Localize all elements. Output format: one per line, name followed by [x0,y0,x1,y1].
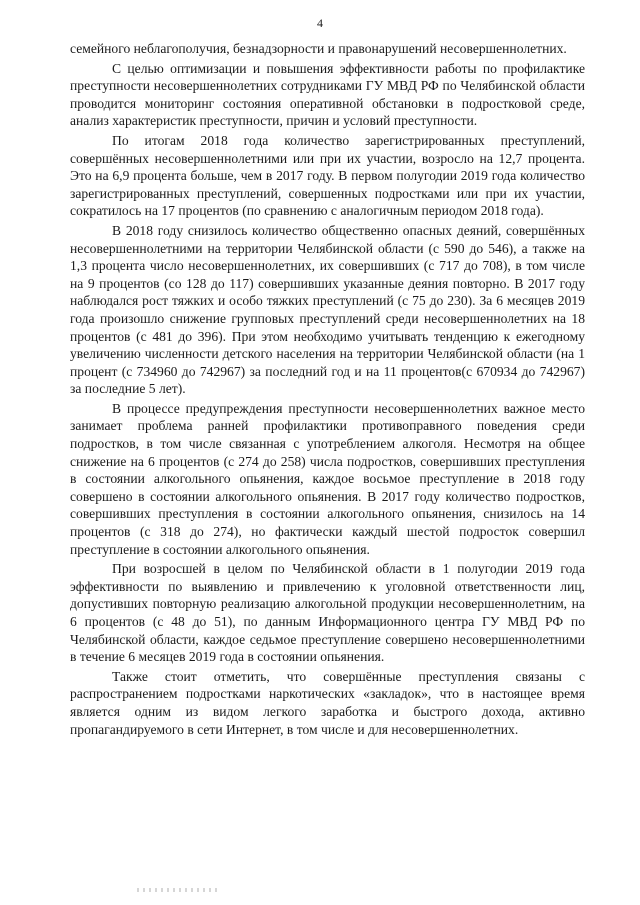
paragraph-drug-stashes: Также стоит отметить, что совершённые преступления связаны с распространением подростками наркотических «закладок», что в настоящее время является одним из видом легкого заработка и быстрого дохода, активно пропагандируемого в сети Интернет, в том числе и для несовершеннолетних. [70,668,585,737]
paragraph-2018-results: По итогам 2018 года количество зарегистрированных преступлений, совершённых несовершеннолетними или при их участии, возросло на 12,7 процента. Это на 6,9 процента больше, чем в 2017 году. В первом полугодии 2019 года количество зарегистрированных преступлений, совершенных подростками или при их участии, сократилось на 17 процентов (по сравнению с аналогичным периодом 2018 года). [70,132,585,219]
paragraph-dangerous-acts: В 2018 году снизилось количество общественно опасных деяний, совершённых несовершеннолетними на территории Челябинской области (с 590 до 546), а также на 1,3 процента число несовершеннолетних, их совершивших (с 717 до 708), в том числе на 9 процентов (со 128 до 117) совершивших указанные деяния повторно. В 2017 году наблюдался рост тяжких и особо тяжких преступлений (с 75 до 230). За 6 месяцев 2019 года произошло снижение групповых преступлений среди несовершеннолетних на 18 процентов (с 481 до 396). При этом необходимо учитывать тенденцию к ежегодному увеличению численности детского населения на территории Челябинской области (на 1 процент (с 734960 до 742967) за последний год и на 11 процентов(с 670934 до 742967) за последние 5 лет). [70,222,585,397]
paragraph-continuation: семейного неблагополучия, безнадзорности и правонарушений несовершеннолетних. [70,41,567,56]
paragraph-alcohol-sales: При возросшей в целом по Челябинской области в 1 полугодии 2019 года эффективности по выявлению и привлечению к уголовной ответственности лиц, допустивших повторную реализацию алкогольной продукции несовершеннолетним, на 6 процентов (с 48 до 51), по данным Информационного центра ГУ МВД РФ по Челябинской области, каждое седьмое преступление совершено несовершеннолетними в течение 6 месяцев 2019 года в состоянии опьянения. [70,561,585,665]
paragraph-monitoring: С целью оптимизации и повышения эффективности работы по профилактике преступности несовершеннолетних сотрудниками ГУ МВД РФ по Челябинской области проводится мониторинг состояния оперативной обстановки в подростковой среде, анализ характеристик преступности, причин и условий преступности. [70,60,585,129]
faint-footer-mark [137,888,217,892]
document-body [70,40,585,738]
page-number: 4 [317,16,323,30]
paragraph-alcohol-prevention: В процессе предупреждения преступности несовершеннолетних важное место занимает проблема ранней профилактики противоправного поведения среди подростков, в том числе связанная с употреблением алкоголя. Несмотря на общее снижение на 6 процентов (с 274 до 258) числа подростков, совершивших преступления в состоянии алкогольного опьянения, каждое восьмое преступление в 2018 году совершено в состоянии алкогольного опьянения. В 2017 году количество подростков, совершивших преступления в состоянии алкогольного опьянения, снизилось на 14 процентов (с 318 до 274), но фактически каждый шестой подросток совершил преступление в состоянии алкогольного опьянения. [70,400,585,557]
